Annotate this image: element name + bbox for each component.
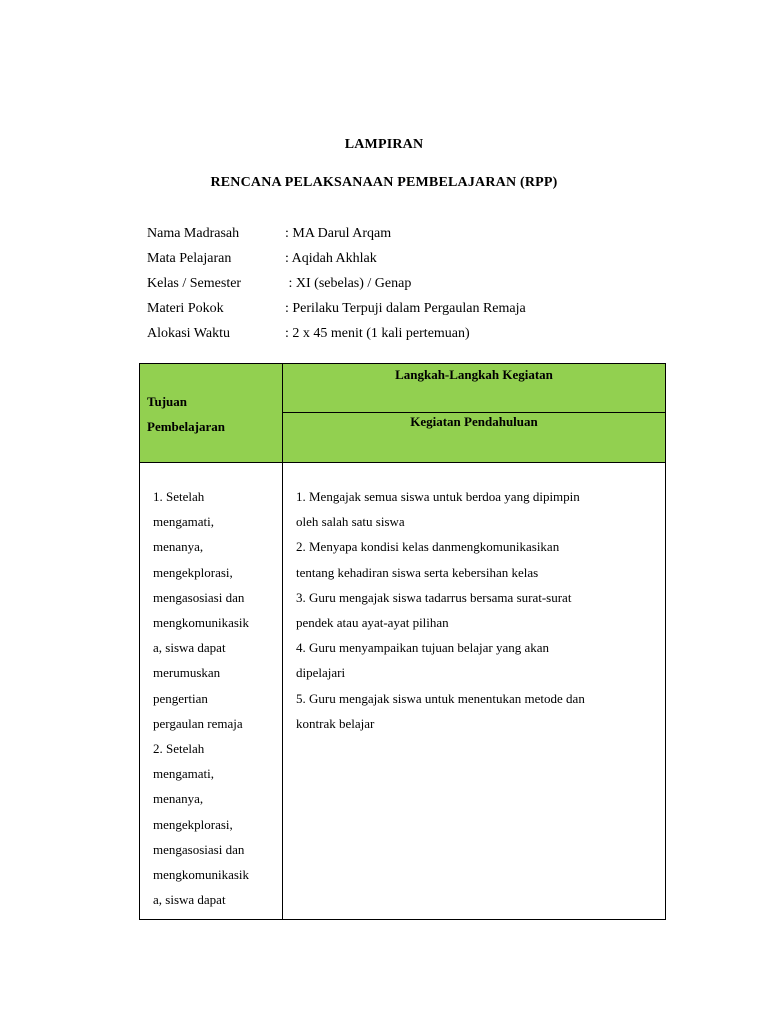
identity-block bbox=[147, 225, 526, 350]
kegiatan-line: pendek atau ayat-ayat pilihan bbox=[296, 615, 449, 631]
tujuan-line: a, siswa dapat bbox=[153, 640, 226, 656]
tujuan-line: menanya, bbox=[153, 791, 204, 807]
info-label: Kelas / Semester bbox=[147, 276, 242, 291]
rpp-table bbox=[139, 363, 666, 920]
info-label: Alokasi Waktu bbox=[147, 326, 230, 341]
kegiatan-line: 2. Menyapa kondisi kelas danmengkomunikasikan bbox=[296, 539, 560, 555]
info-value: : 2 x 45 menit (1 kali pertemuan) bbox=[285, 326, 470, 341]
tujuan-line: 2. Setelah bbox=[153, 741, 205, 757]
kegiatan-line: tentang kehadiran siswa serta kebersihan kelas bbox=[296, 564, 539, 580]
kegiatan-line: 3. Guru mengajak siswa tadarrus bersama surat-surat bbox=[296, 589, 572, 605]
tujuan-line: 1. Setelah bbox=[153, 489, 205, 504]
info-label: Nama Madrasah bbox=[147, 226, 240, 241]
pendahuluan-header-label: Kegiatan Pendahuluan bbox=[410, 414, 538, 429]
pendahuluan-header-cell bbox=[283, 413, 666, 463]
tujuan-line: merumuskan bbox=[153, 665, 221, 681]
tujuan-header-line: Pembelajaran bbox=[147, 419, 225, 434]
tujuan-line: mengkomunikasik bbox=[153, 867, 250, 883]
tujuan-line: pengertian bbox=[153, 690, 208, 706]
tujuan-line: pergaulan remaja bbox=[153, 715, 243, 731]
info-label: Mata Pelajaran bbox=[147, 251, 232, 266]
tujuan-line: mengkomunikasik bbox=[153, 615, 250, 631]
tujuan-text bbox=[140, 463, 282, 912]
kegiatan-line: oleh salah satu siswa bbox=[296, 514, 405, 530]
tujuan-line: mengasosiasi dan bbox=[153, 589, 245, 605]
kegiatan-cell bbox=[283, 463, 666, 920]
tujuan-cell bbox=[140, 463, 283, 920]
tujuan-line: mengamati, bbox=[153, 514, 215, 530]
langkah-header-label: Langkah-Langkah Kegiatan bbox=[395, 367, 553, 382]
kegiatan-line: 1. Mengajak semua siswa untuk berdoa yang dipimpin bbox=[296, 489, 580, 504]
page-title: LAMPIRAN bbox=[344, 137, 424, 152]
kegiatan-line: 5. Guru mengajak siswa untuk menentukan metode dan bbox=[296, 690, 585, 706]
langkah-header-cell bbox=[283, 364, 666, 413]
info-value: : Aqidah Akhlak bbox=[285, 251, 377, 266]
tujuan-line: mengekplorasi, bbox=[153, 816, 233, 832]
info-value: : MA Darul Arqam bbox=[285, 226, 392, 241]
tujuan-line: menanya, bbox=[153, 539, 204, 555]
tujuan-line: mengekplorasi, bbox=[153, 564, 233, 580]
kegiatan-line: 4. Guru menyampaikan tujuan belajar yang akan bbox=[296, 640, 550, 656]
kegiatan-text bbox=[283, 463, 665, 736]
info-row bbox=[147, 300, 526, 325]
kegiatan-line: kontrak belajar bbox=[296, 715, 375, 731]
tujuan-header-line: Tujuan bbox=[147, 394, 187, 409]
page-subtitle: RENCANA PELAKSANAAN PEMBELAJARAN (RPP) bbox=[210, 175, 558, 190]
info-label: Materi Pokok bbox=[147, 301, 224, 316]
info-value: : Perilaku Terpuji dalam Pergaulan Remaja bbox=[285, 301, 526, 316]
info-row bbox=[147, 275, 526, 300]
kegiatan-line: dipelajari bbox=[296, 665, 346, 681]
tujuan-line: a, siswa dapat bbox=[153, 892, 226, 908]
tujuan-line: mengasosiasi dan bbox=[153, 841, 245, 857]
info-row bbox=[147, 250, 526, 275]
tujuan-header-cell bbox=[140, 364, 283, 463]
info-row bbox=[147, 225, 526, 250]
tujuan-line: mengamati, bbox=[153, 766, 215, 782]
info-value: : XI (sebelas) / Genap bbox=[285, 276, 412, 291]
info-row bbox=[147, 325, 526, 350]
